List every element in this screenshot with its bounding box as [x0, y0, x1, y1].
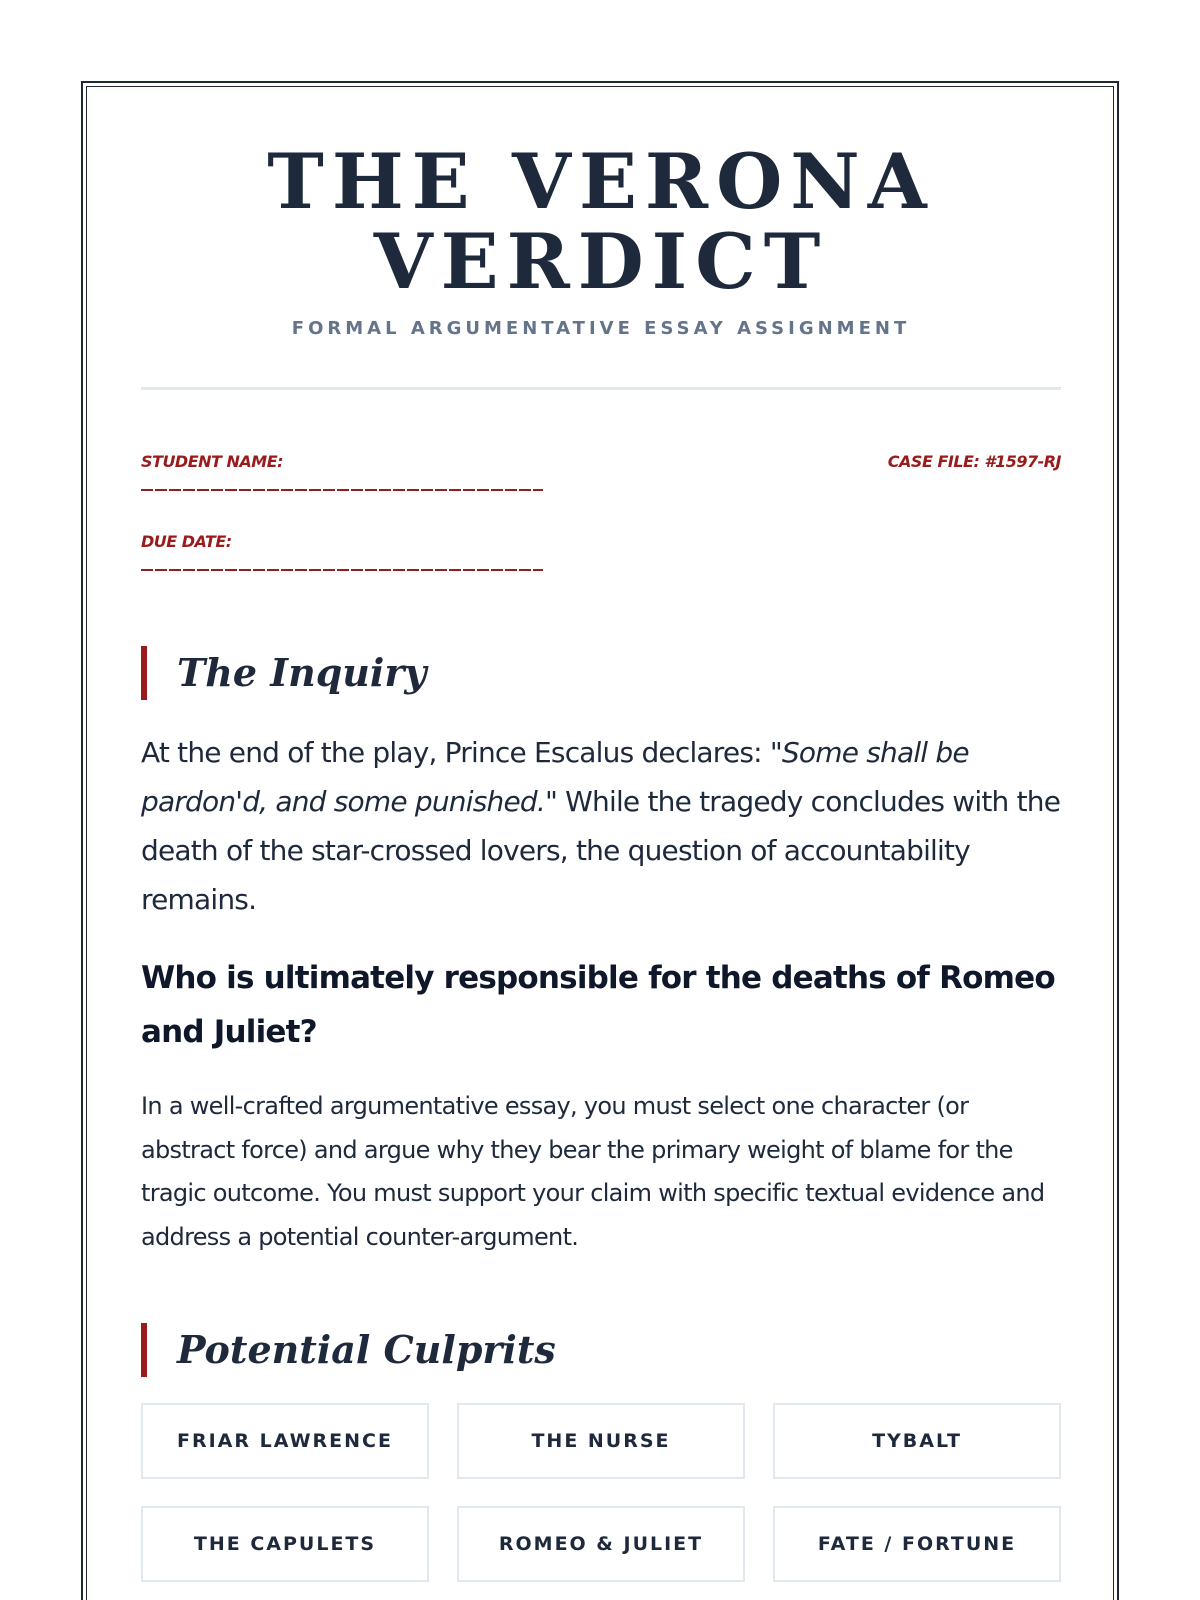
culprit-romeo-and-juliet[interactable]: ROMEO & JULIET — [457, 1506, 745, 1582]
central-question: Who is ultimately responsible for the deaths of Romeo and Juliet? — [141, 960, 1055, 1050]
inquiry-intro — [141, 728, 1065, 924]
student-name-line[interactable] — [141, 489, 543, 491]
inquiry-intro-text: At the end of the play, Prince Escalus declares: — [141, 736, 770, 769]
case-file-label: CASE FILE: #1597-RJ — [887, 452, 1061, 471]
page-title — [141, 137, 1061, 306]
header-divider — [141, 387, 1061, 390]
culprit-grid — [141, 1403, 1062, 1582]
culprit-tybalt[interactable]: TYBALT — [773, 1403, 1061, 1479]
title-line-2: VERDICT — [373, 217, 829, 306]
prince-quote: "Some shall be pardon'd, and some punished." — [141, 736, 969, 818]
culprit-fate-fortune[interactable]: FATE / FORTUNE — [773, 1506, 1061, 1582]
inquiry-heading: The Inquiry — [141, 646, 426, 700]
page-subtitle: FORMAL ARGUMENTATIVE ESSAY ASSIGNMENT — [291, 318, 911, 339]
culprits-heading: Potential Culprits — [141, 1323, 556, 1377]
inquiry-intro-rest: While the tragedy concludes with the death of the star-crossed lovers, the question of accountability remains. — [141, 785, 1061, 916]
student-name-label: STUDENT NAME: — [141, 452, 284, 471]
title-line-1: THE VERONA — [267, 137, 935, 226]
culprit-the-capulets[interactable]: THE CAPULETS — [141, 1506, 429, 1582]
due-date-line[interactable] — [141, 569, 543, 571]
essay-instructions: In a well-crafted argumentative essay, you must select one character (or abstract force) and argue why they bear the primary weight of blame for the tragic outcome. You must support your claim with specific textual evidence and address a potential counter-argument. — [141, 1092, 1045, 1251]
culprit-the-nurse[interactable]: THE NURSE — [457, 1403, 745, 1479]
culprit-friar-lawrence[interactable]: FRIAR LAWRENCE — [141, 1403, 429, 1479]
due-date-label: DUE DATE: — [141, 532, 232, 551]
